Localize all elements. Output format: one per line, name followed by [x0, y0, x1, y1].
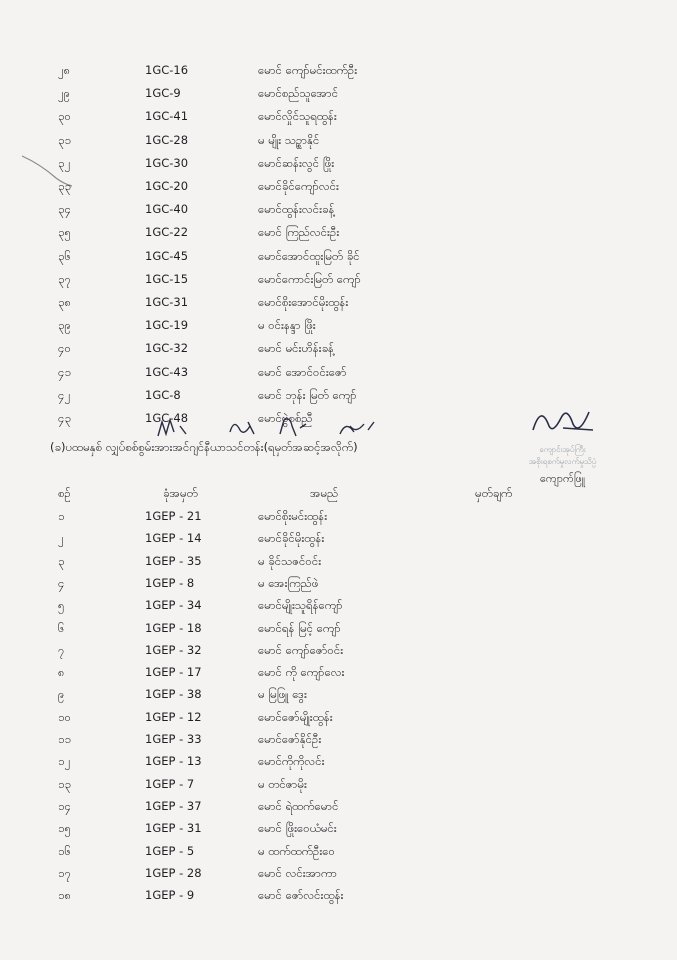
row-number: ၃၃: [58, 179, 71, 193]
roll-number: 1GC-40: [145, 202, 189, 217]
student-name: မောင် ကို ကျော်လေး: [258, 665, 345, 680]
student-name: မောင်မျိုးသူရိန်ကျော်: [258, 598, 343, 613]
roll-number: 1GEP - 31: [145, 821, 202, 836]
section-heading: (ခ)ပထမနှစ် လျှပ်စစ်စွမ်းအားအင်ဂျင်နီယာသင်တန်း(ရမှတ်အဆင့်အလိုက်): [50, 440, 358, 454]
roll-number: 1GC-16: [145, 63, 189, 77]
table-row: [0, 292, 677, 312]
row-number: ၃၁: [58, 132, 71, 147]
stamp-location: ကျောက်ဖြူ: [539, 472, 586, 485]
table-row: [0, 885, 677, 905]
table-row: [0, 269, 677, 289]
roll-number: 1GEP - 32: [145, 642, 202, 657]
student-name: မောင် အောင်ဝင်းဇော်: [258, 364, 347, 379]
table-row: [0, 130, 677, 150]
table-row: [0, 684, 677, 704]
table-row: [0, 362, 677, 382]
column-header-name: အမည်: [310, 486, 339, 500]
student-name: မ ခိုင်သဇင်ဝင်း: [258, 553, 322, 568]
student-name: မောင် ကြည်လင်းဦး: [258, 225, 340, 240]
student-name: မောင်ရန် မြင့် ကျော်: [258, 620, 341, 635]
row-number: ၁၁: [58, 732, 71, 746]
stamp-title: ကျောင်းအုပ်ကြီး: [539, 445, 586, 454]
table-row: [0, 246, 677, 266]
roll-number: 1GC-48: [145, 411, 189, 425]
student-name: မ ထက်ထက်ဦးဝေ: [258, 843, 335, 858]
row-number: ၁၇: [58, 865, 71, 880]
committee-signatures: [150, 412, 410, 442]
roll-number: 1GC-15: [145, 271, 189, 286]
roll-number: 1GC-30: [145, 155, 189, 170]
roll-number: 1GEP - 28: [145, 865, 202, 880]
student-name: မောင် ကျော်မင်းထက်ဦး: [258, 63, 358, 77]
roll-number: 1GEP - 21: [145, 509, 202, 523]
table-row: [0, 573, 677, 593]
student-name: မ အေးကြည်ဖဲ: [258, 575, 319, 590]
roll-number: 1GEP - 13: [145, 754, 202, 769]
student-name: မောင်ကိုကိုလင်း: [258, 754, 325, 769]
column-header-roll: ခုံအမှတ်: [163, 486, 198, 500]
table-row: [0, 506, 677, 526]
student-name: မောင်ဆန်းလွင် ဖြိုး: [258, 155, 335, 170]
roll-number: 1GEP - 38: [145, 687, 202, 702]
table-row: [0, 106, 677, 126]
row-number: ၃၉: [58, 318, 71, 333]
table-row: [0, 199, 677, 219]
table-row: [0, 796, 677, 816]
roll-number: 1GC-32: [145, 341, 189, 356]
student-name: မ ဝင်းနန္ဒာ ဖြိုး: [258, 318, 316, 333]
roll-number: 1GEP - 14: [145, 531, 202, 546]
student-name: မောင်ခိုင်ကျော်လင်း: [258, 179, 339, 193]
table-row: [0, 774, 677, 794]
row-number: ၁၃: [58, 776, 71, 791]
student-name: မောင်ထွန်းလင်းခန့်: [258, 202, 335, 217]
row-number: ၁၂: [58, 754, 71, 769]
row-number: ၁၄: [58, 798, 71, 813]
row-number: ၃၈: [58, 295, 72, 309]
student-name: မောင်ကောင်းမြတ် ကျော်: [258, 271, 361, 286]
row-number: ၄: [58, 575, 65, 590]
table-row: [0, 60, 677, 80]
table-row: [0, 315, 677, 335]
principal-stamp: [475, 400, 650, 488]
table-row: [0, 751, 677, 771]
row-number: ၆: [58, 620, 65, 635]
student-name: မောင်စည်သူအောင်: [258, 86, 339, 101]
row-number: ၈: [58, 665, 65, 680]
row-number: ၁: [58, 509, 65, 523]
row-number: ၇: [58, 642, 65, 657]
table-row: [0, 618, 677, 638]
row-number: ၂၈: [58, 63, 71, 77]
row-number: ၃၇: [58, 271, 71, 286]
row-number: ၄၂: [58, 387, 71, 402]
student-name: မောင်ဇော်နိုင်ဦး: [258, 732, 322, 746]
student-name: မောင် ဘုန်း မြတ် ကျော်: [258, 387, 357, 402]
roll-number: 1GEP - 35: [145, 553, 202, 568]
column-header-remark: မှတ်ချက်: [475, 486, 513, 500]
student-name: မ မျိုး သဥ္စာနိုင်: [258, 132, 320, 147]
student-name: မောင်အောင်ထူးမြတ် ခိုင်: [258, 248, 360, 263]
roll-number: 1GC-9: [145, 86, 181, 101]
student-name: မောင် မင်းဟိန်းခန့်: [258, 341, 334, 356]
student-name: မောင်ခိုင်မိုးထွန်း: [258, 531, 325, 546]
roll-number: 1GC-45: [145, 248, 189, 263]
row-number: ၃၅: [58, 225, 71, 240]
table-row: [0, 551, 677, 571]
row-number: ၃၆: [58, 248, 71, 263]
student-name: မောင် ဇော်လင်းထွန်း: [258, 888, 344, 903]
roll-number: 1GEP - 17: [145, 665, 202, 680]
row-number: ၃၄: [58, 202, 71, 217]
row-number: ၂: [58, 531, 64, 546]
column-header-no: စဥ်: [58, 486, 71, 500]
roll-number: 1GEP - 37: [145, 798, 202, 813]
student-name: မောင်စိုးမင်းထွန်း: [258, 509, 328, 523]
principal-signature: [523, 400, 603, 440]
row-number: ၉: [58, 687, 65, 702]
table-row: [0, 841, 677, 861]
row-number: ၁၅: [58, 821, 71, 836]
row-number: ၁၀: [58, 709, 71, 724]
row-number: ၁၈: [58, 888, 72, 903]
roll-number: 1GC-31: [145, 295, 189, 309]
roll-number: 1GEP - 9: [145, 888, 195, 903]
row-number: ၄၀: [58, 341, 71, 356]
roll-number: 1GC-8: [145, 387, 181, 402]
row-number: ၅: [58, 598, 65, 613]
student-name: မ မြဖြူ ဒွေး: [258, 687, 307, 702]
student-name: မောင် လင်းအာကာ: [258, 865, 337, 880]
roll-number: 1GEP - 33: [145, 732, 202, 746]
roll-number: 1GC-20: [145, 179, 189, 193]
table-row: [0, 818, 677, 838]
row-number: ၃: [58, 553, 65, 568]
table-row: [0, 338, 677, 358]
roll-number: 1GC-43: [145, 364, 189, 379]
student-name: မောင် ကျော်ဇော်ဝင်း: [258, 642, 344, 657]
roll-number: 1GEP - 7: [145, 776, 195, 791]
table-row: [0, 83, 677, 103]
student-name: မောင်ဇော်မျိုးထွန်း: [258, 709, 333, 724]
roll-number: 1GEP - 12: [145, 709, 202, 724]
roll-number: 1GEP - 18: [145, 620, 202, 635]
roll-number: 1GC-19: [145, 318, 189, 333]
table-row: [0, 863, 677, 883]
student-name: မောင်ဗွဲစစ်ညီ: [258, 411, 313, 425]
row-number: ၁၆: [58, 843, 71, 858]
student-name: မ တင်ဇာမိုး: [258, 776, 307, 791]
row-number: ၃၂: [58, 155, 71, 170]
roll-number: 1GEP - 34: [145, 598, 202, 613]
roll-number: 1GEP - 8: [145, 575, 195, 590]
student-name: မောင်လှိုင်သူရထွန်း: [258, 109, 337, 124]
table-row: [0, 176, 677, 196]
table-row: [0, 595, 677, 615]
table-row: [0, 153, 677, 173]
roll-number: 1GEP - 5: [145, 843, 195, 858]
row-number: ၃၀: [58, 109, 71, 124]
table-row: [0, 729, 677, 749]
table-row: [0, 528, 677, 548]
roll-number: 1GC-22: [145, 225, 189, 240]
row-number: ၄၁: [58, 364, 71, 379]
table-row: [0, 222, 677, 242]
roll-number: 1GC-28: [145, 132, 189, 147]
student-name: မောင် ဖြိုးဝေယံမင်း: [258, 821, 337, 836]
table-row: [0, 662, 677, 682]
table-row: [0, 707, 677, 727]
student-name: မောင်စိုးအောင်မိုးထွန်း: [258, 295, 349, 309]
table-row: [0, 640, 677, 660]
row-number: ၂၉: [58, 86, 71, 101]
row-number: ၄၃: [58, 411, 71, 425]
stamp-institution: အစိုးရစက်မှုလက်မှုသိပ္ပံ: [528, 457, 597, 466]
roll-number: 1GC-41: [145, 109, 189, 124]
student-name: မောင် ရဲထက်မောင်: [258, 798, 339, 813]
